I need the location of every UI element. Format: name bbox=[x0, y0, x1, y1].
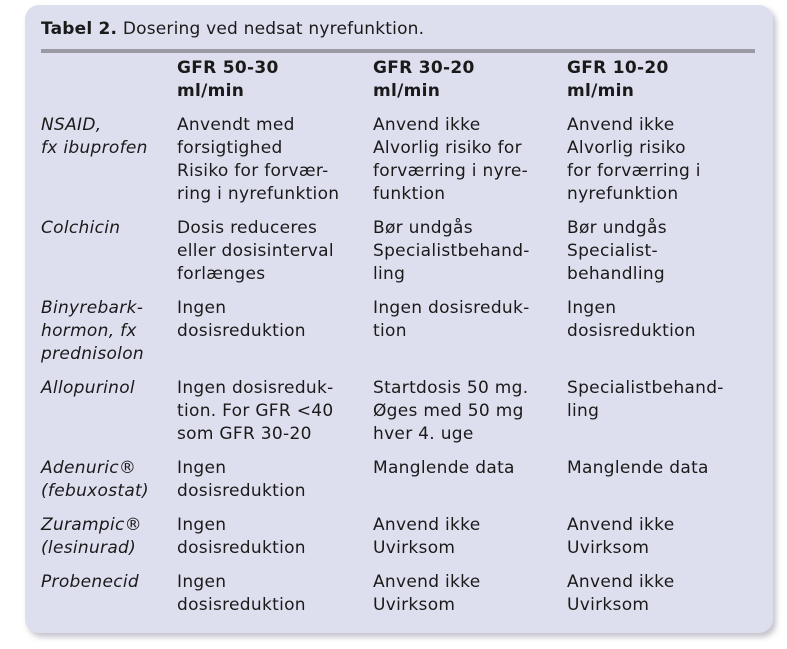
drug-name: Probenecid bbox=[41, 572, 139, 592]
table-cell: Anvend ikke Uvirksom bbox=[567, 515, 675, 558]
table-cell: Anvend ikke Uvirksom bbox=[567, 572, 675, 615]
table-row bbox=[41, 297, 761, 377]
table-cell: Specialistbehand- ling bbox=[567, 378, 724, 421]
table-row bbox=[41, 377, 761, 457]
table-card bbox=[25, 5, 773, 633]
drug-name: NSAID, fx ibuprofen bbox=[41, 115, 148, 158]
header-row bbox=[41, 55, 761, 114]
drug-name: Colchicin bbox=[41, 218, 121, 238]
table-cell: Ingen dosisreduk- tion. For GFR <40 som GFR 30-20 bbox=[177, 378, 334, 444]
table-cell: Manglende data bbox=[373, 458, 515, 478]
table-cell: Ingen dosisreduktion bbox=[177, 572, 306, 615]
header-gfr-10-20: GFR 10-20 ml/min bbox=[567, 58, 669, 101]
table-cell: Ingen dosisreduk- tion bbox=[373, 298, 530, 341]
table-caption bbox=[41, 19, 424, 39]
drug-name: Adenuric® (febuxostat) bbox=[41, 458, 149, 501]
caption-text: Dosering ved nedsat nyrefunktion. bbox=[122, 19, 425, 39]
header-gfr-50-30: GFR 50-30 ml/min bbox=[177, 58, 279, 101]
table-cell: Ingen dosisreduktion bbox=[177, 515, 306, 558]
table-cell: Ingen dosisreduktion bbox=[177, 298, 306, 341]
table-cell: Startdosis 50 mg. Øges med 50 mg hver 4. uge bbox=[373, 378, 529, 444]
drug-name: Allopurinol bbox=[41, 378, 135, 398]
table-row bbox=[41, 114, 761, 217]
table-cell: Bør undgås Specialistbehand- ling bbox=[373, 218, 530, 284]
table-cell: Anvend ikke Alvorlig risiko for forværring i nyrefunktion bbox=[567, 115, 701, 204]
caption-divider bbox=[41, 49, 755, 53]
table-row bbox=[41, 571, 761, 628]
dosage-table bbox=[41, 55, 761, 628]
table-cell: Dosis reduceres eller dosisinterval forlænges bbox=[177, 218, 334, 284]
table-cell: Anvend ikke Uvirksom bbox=[373, 572, 481, 615]
table-cell: Manglende data bbox=[567, 458, 709, 478]
header-drug bbox=[41, 55, 177, 114]
drug-name: Zurampic® (lesinurad) bbox=[41, 515, 142, 558]
drug-name: Binyrebark- hormon, fx prednisolon bbox=[41, 298, 144, 364]
table-cell: Ingen dosisreduktion bbox=[177, 458, 306, 501]
table-cell: Ingen dosisreduktion bbox=[567, 298, 696, 341]
table-cell: Anvendt med forsigtighed Risiko for forvær- ring i nyrefunktion bbox=[177, 115, 340, 204]
table-cell: Bør undgås Specialist- behandling bbox=[567, 218, 667, 284]
caption-label: Tabel 2. bbox=[41, 19, 118, 39]
table-cell: Anvend ikke Uvirksom bbox=[373, 515, 481, 558]
header-gfr-30-20: GFR 30-20 ml/min bbox=[373, 58, 475, 101]
table-row bbox=[41, 217, 761, 297]
table-row bbox=[41, 457, 761, 514]
table-cell: Anvend ikke Alvorlig risiko for forværring i nyre- funktion bbox=[373, 115, 529, 204]
table-row bbox=[41, 514, 761, 571]
